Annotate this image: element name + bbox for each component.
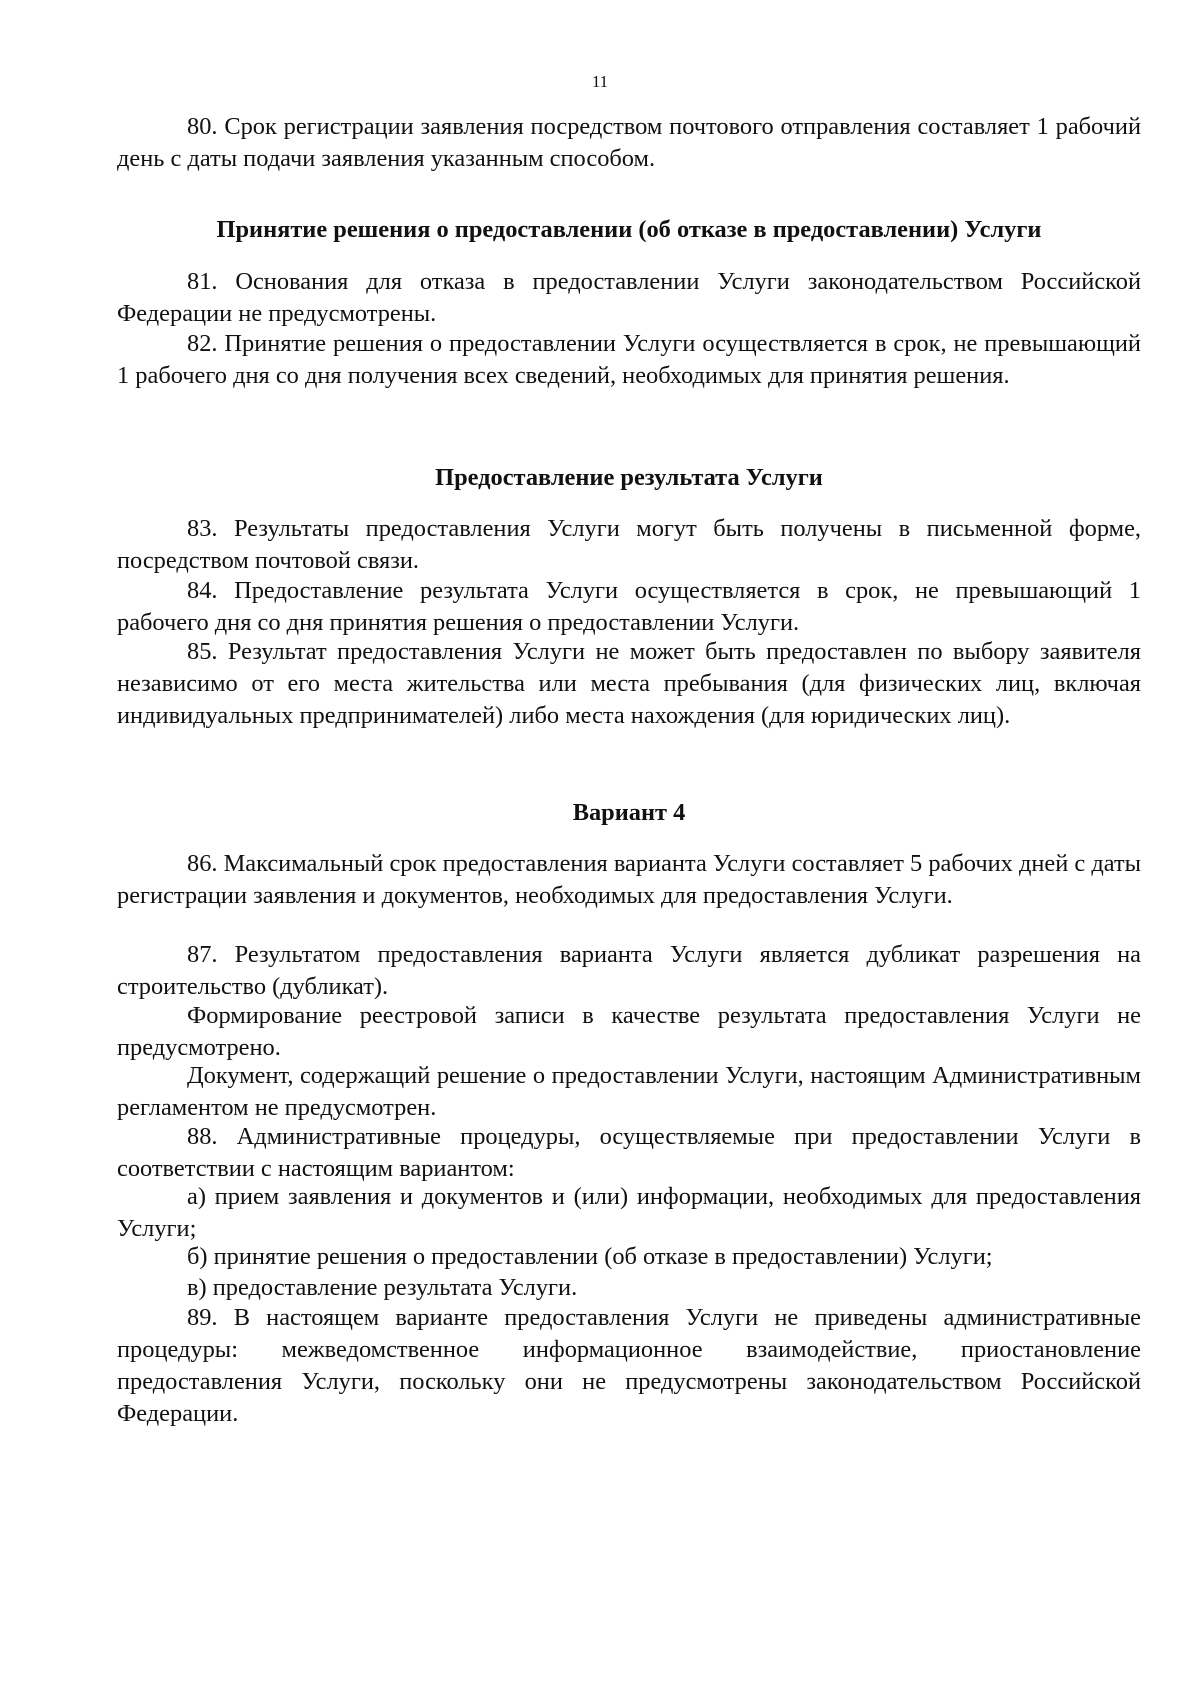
paragraph-84: 84. Предоставление результата Услуги осуществляется в срок, не превышающий 1 рабочего дня со дня принятия решения о предоставлении Услуги. bbox=[117, 577, 1141, 636]
list-item-b: б) принятие решения о предоставлении (об отказе в предоставлении) Услуги; bbox=[187, 1243, 993, 1270]
paragraph-86: 86. Максимальный срок предоставления варианта Услуги составляет 5 рабочих дней с даты регистрации заявления и документов, необходимых для предоставления Услуги. bbox=[117, 850, 1141, 909]
paragraph-87: 87. Результатом предоставления варианта Услуги является дубликат разрешения на строительство (дубликат). bbox=[117, 941, 1141, 1000]
list-item-c: в) предоставление результата Услуги. bbox=[187, 1274, 578, 1301]
paragraph-85: 85. Результат предоставления Услуги не может быть предоставлен по выбору заявителя независимо от его места жительства или места пребывания (для физических лиц, включая индивидуальных предпринимателей) либо места нахождения (для юридических лиц). bbox=[117, 638, 1141, 729]
section-heading-result: Предоставление результата Услуги bbox=[435, 464, 823, 491]
page-number: 11 bbox=[591, 72, 609, 91]
section-heading-decision: Принятие решения о предоставлении (об отказе в предоставлении) Услуги bbox=[216, 216, 1042, 243]
paragraph-89: 89. В настоящем варианте предоставления Услуги не приведены административные процедуры: межведомственное информационное взаимодействие, приостановление предоставления Услуги, поскольку они не предусмотрены законодательством Российской Федерации. bbox=[117, 1304, 1141, 1427]
paragraph-decision-document: Документ, содержащий решение о предоставлении Услуги, настоящим Административным регламентом не предусмотрен. bbox=[117, 1062, 1141, 1121]
section-heading-variant-4: Вариант 4 bbox=[572, 799, 686, 826]
paragraph-83: 83. Результаты предоставления Услуги могут быть получены в письменной форме, посредством почтовой связи. bbox=[117, 515, 1141, 574]
paragraph-80: 80. Срок регистрации заявления посредством почтового отправления составляет 1 рабочий день с даты подачи заявления указанным способом. bbox=[117, 113, 1141, 172]
list-item-a: а) прием заявления и документов и (или) информации, необходимых для предоставления Услуги; bbox=[117, 1183, 1141, 1242]
paragraph-88: 88. Административные процедуры, осуществляемые при предоставлении Услуги в соответствии с настоящим вариантом: bbox=[117, 1123, 1141, 1182]
paragraph-82: 82. Принятие решения о предоставлении Услуги осуществляется в срок, не превышающий 1 рабочего дня со дня получения всех сведений, необходимых для принятия решения. bbox=[117, 330, 1141, 389]
paragraph-81: 81. Основания для отказа в предоставлении Услуги законодательством Российской Федерации не предусмотрены. bbox=[117, 268, 1141, 327]
paragraph-registry-record: Формирование реестровой записи в качестве результата предоставления Услуги не предусмотрено. bbox=[117, 1002, 1141, 1061]
